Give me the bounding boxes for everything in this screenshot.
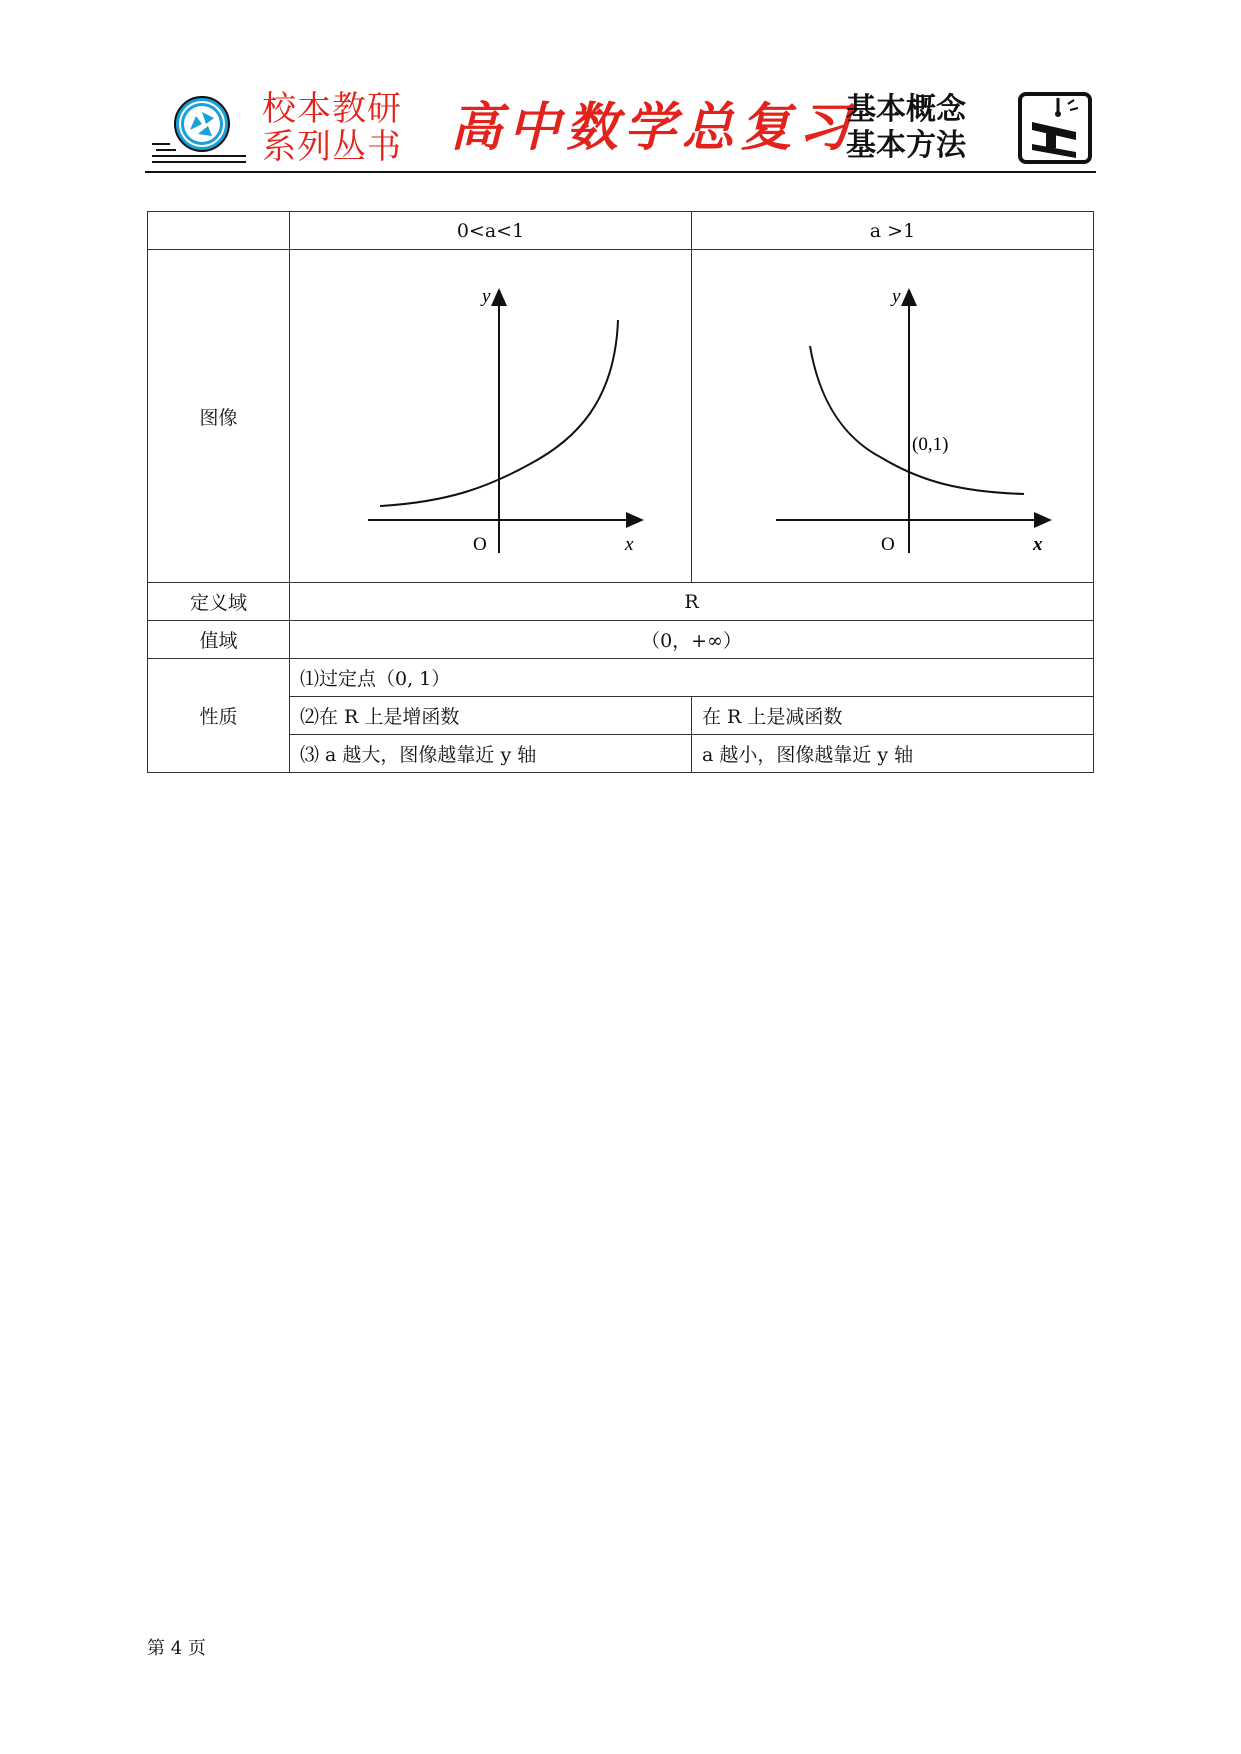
subtitle-line-1: 基本概念 <box>846 92 966 127</box>
property-increasing: ⑵在 R 上是增函数 <box>290 697 692 735</box>
origin-label: O <box>881 534 895 555</box>
graph-row-label: 图像 <box>148 250 290 583</box>
graph-increasing-cell <box>290 250 692 583</box>
domain-value: R <box>290 583 1094 621</box>
graph-increasing <box>300 250 702 582</box>
property-smaller-a: a 越小，图像越靠近 y 轴 <box>692 735 1094 773</box>
point-label: (0,1) <box>912 434 949 455</box>
header-case-large-a: a >1 <box>692 212 1094 250</box>
subtitle-line-2: 基本方法 <box>846 128 966 163</box>
recycle-emblem-icon <box>150 92 250 164</box>
origin-label: O <box>473 534 487 555</box>
property-decreasing: 在 R 上是减函数 <box>692 697 1094 735</box>
property-larger-a: ⑶ a 越大，图像越靠近 y 轴 <box>290 735 692 773</box>
y-axis-label: y <box>482 286 491 307</box>
header-divider <box>145 171 1096 173</box>
page-title: 高中数学总复习 <box>450 97 857 158</box>
x-axis-label: x <box>625 534 634 555</box>
range-label: 值域 <box>148 621 290 659</box>
crane-icon <box>1018 92 1092 164</box>
range-row <box>148 621 1094 659</box>
page-number: 第 4 页 <box>147 1638 206 1659</box>
exponential-function-properties-table <box>147 211 1094 773</box>
table-header-row <box>148 212 1094 250</box>
graph-decreasing <box>702 250 1104 582</box>
domain-row <box>148 583 1094 621</box>
property-fixed-point: ⑴过定点（0, 1） <box>290 659 1094 697</box>
x-axis-label: x <box>1033 534 1043 555</box>
property-row-3 <box>148 735 1094 773</box>
series-line-1: 校本教研 <box>262 89 402 129</box>
property-row-1 <box>148 659 1094 697</box>
domain-label: 定义域 <box>148 583 290 621</box>
header-empty-cell <box>148 212 290 250</box>
graph-row <box>148 250 1094 583</box>
range-value: （0，+∞） <box>290 621 1094 659</box>
properties-label: 性质 <box>148 659 290 773</box>
series-line-2: 系列丛书 <box>262 127 402 167</box>
subtitle <box>846 92 966 164</box>
header-case-small-a: 0<a<1 <box>290 212 692 250</box>
book-series-name <box>262 90 402 166</box>
curve-decreasing <box>810 346 1024 494</box>
graph-decreasing-cell <box>692 250 1094 583</box>
property-row-2 <box>148 697 1094 735</box>
y-axis-label: y <box>892 286 901 307</box>
